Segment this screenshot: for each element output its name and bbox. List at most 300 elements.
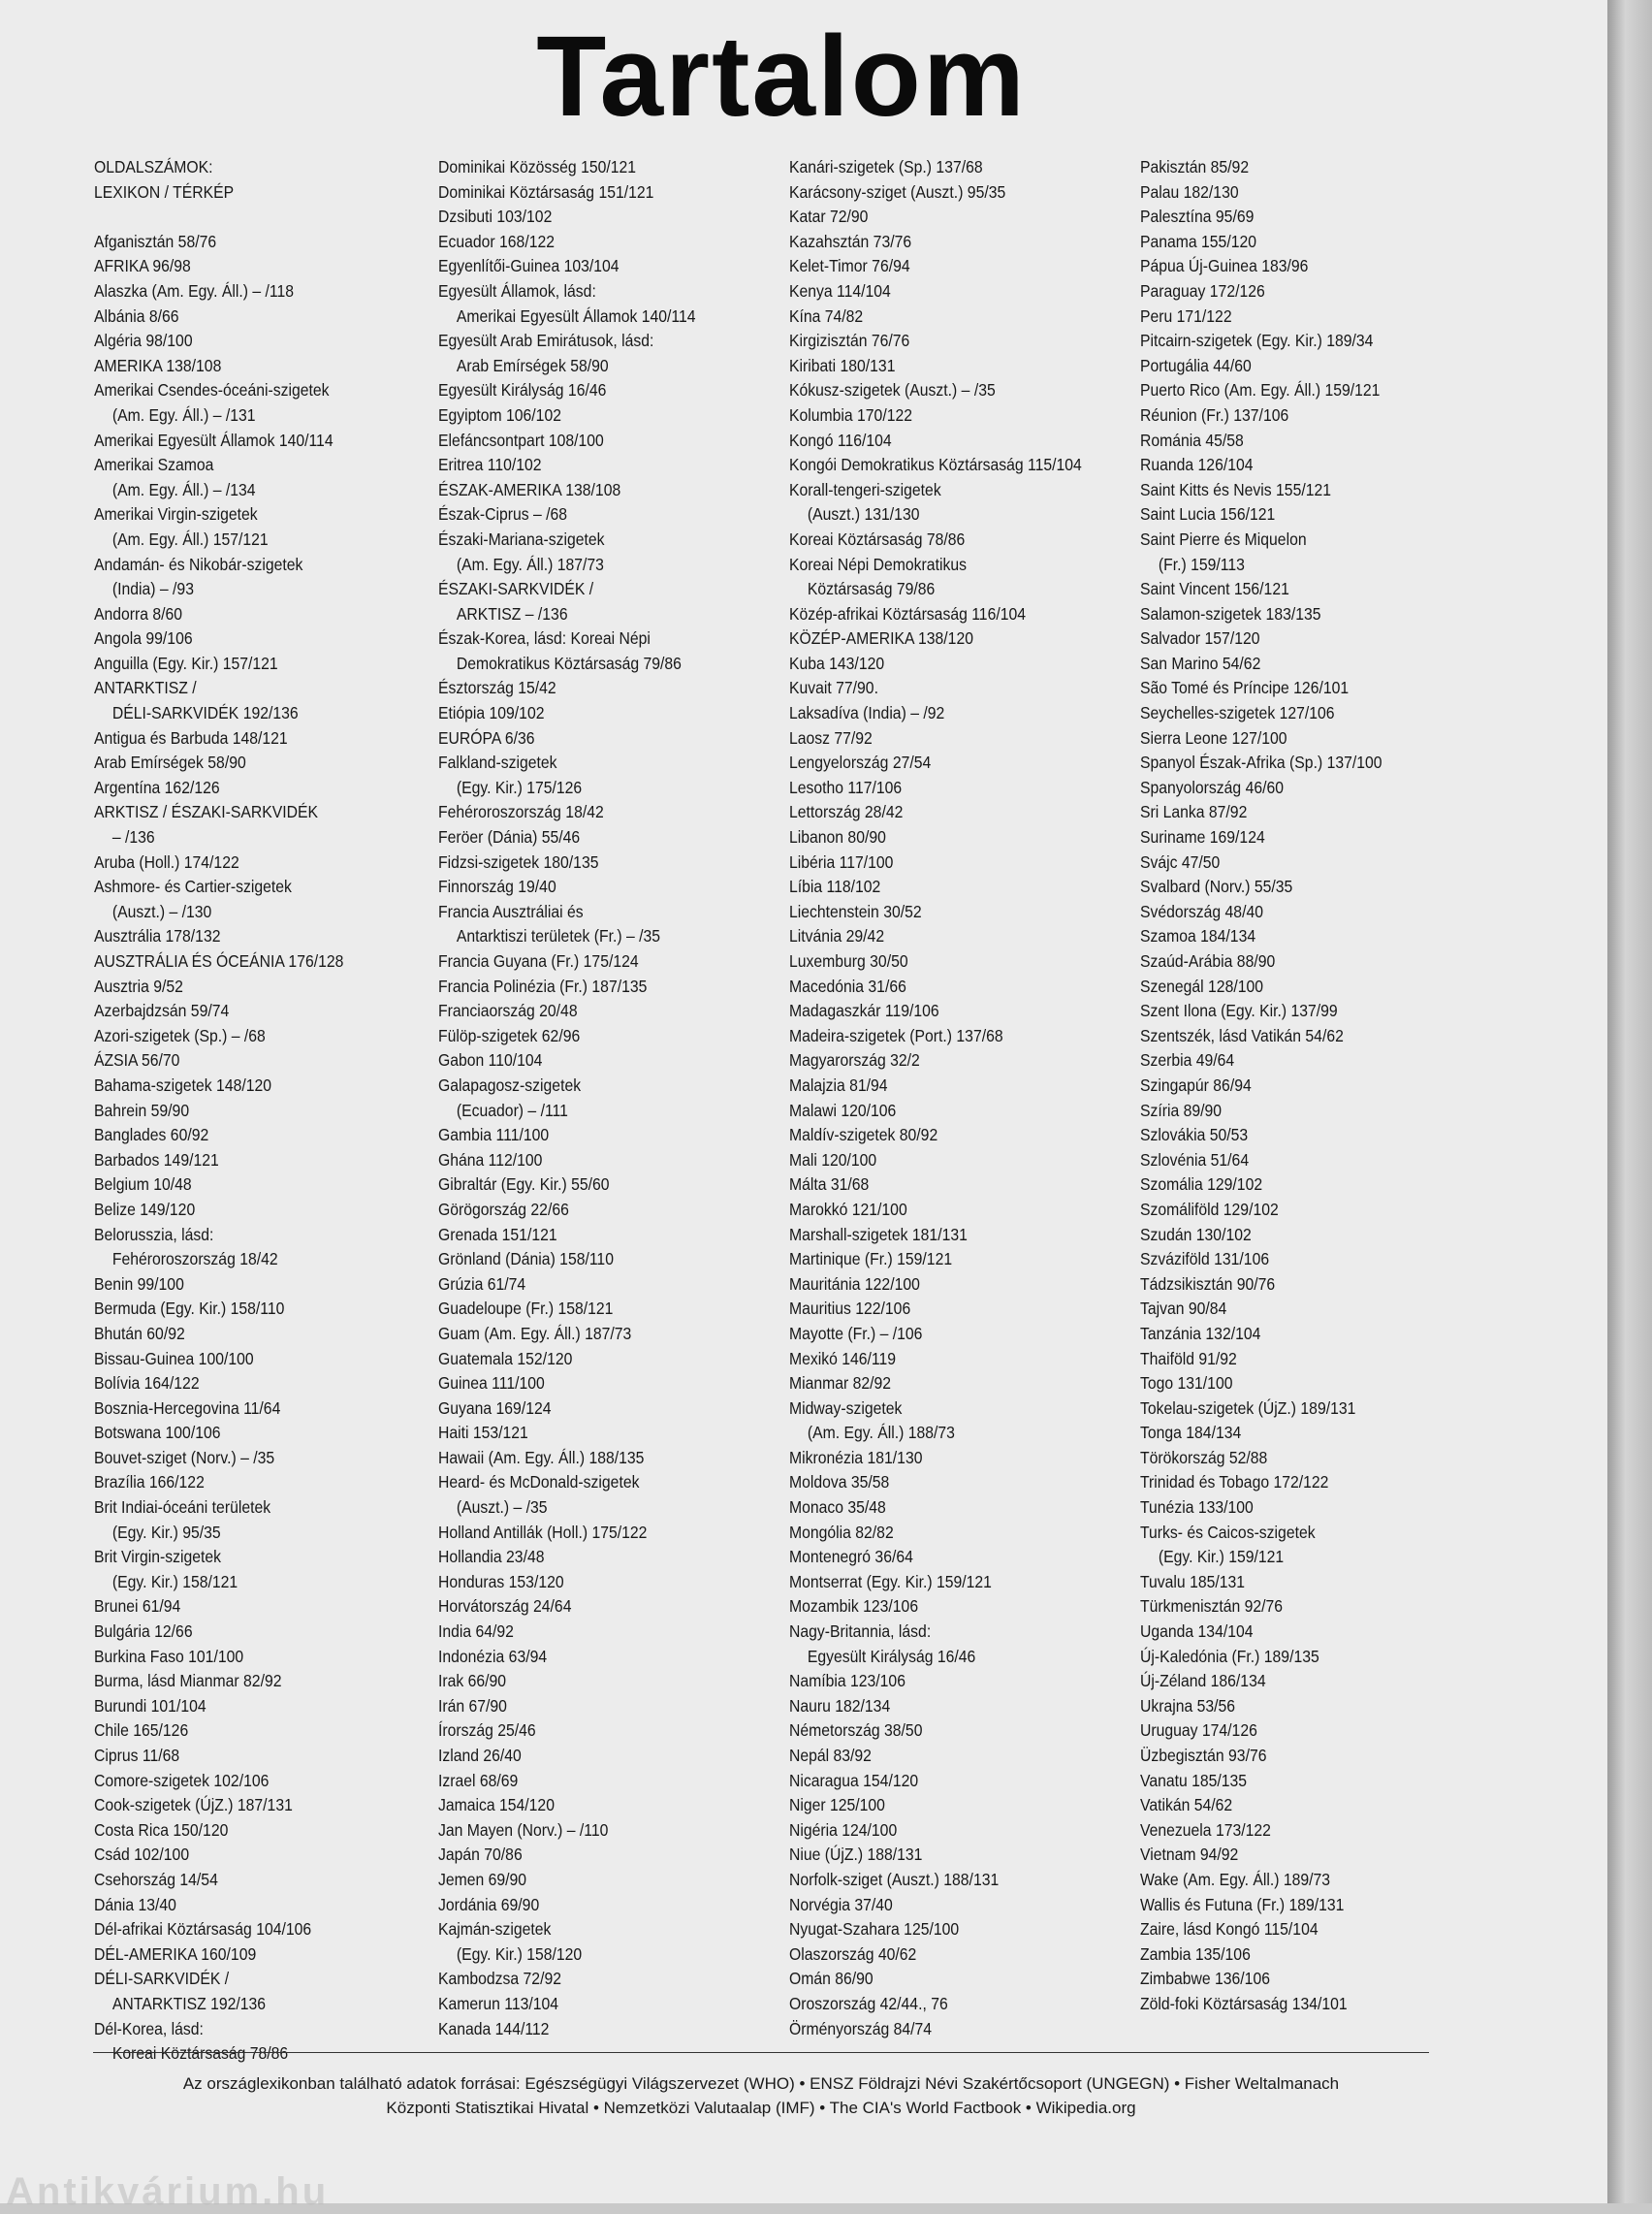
index-entry-continuation: (Egy. Kir.) 175/126: [456, 777, 583, 797]
index-entry: Amerikai Szamoa: [94, 455, 214, 475]
index-entry: Azerbajdzsán 59/74: [94, 1001, 230, 1021]
index-entry: Uganda 134/104: [1140, 1621, 1254, 1642]
index-entry: Zöld-foki Köztársaság 134/101: [1140, 1993, 1348, 2013]
index-entry: Tokelau-szigetek (ÚjZ.) 189/131: [1140, 1397, 1356, 1418]
index-entry: Kongó 116/104: [789, 430, 892, 450]
index-entry: Burkina Faso 101/100: [94, 1646, 244, 1666]
index-entry: EURÓPA 6/36: [438, 727, 535, 748]
index-entry: Egyesült Államok, lásd:: [438, 280, 596, 301]
index-entry: Marshall-szigetek 181/131: [789, 1224, 968, 1244]
index-entry-continuation: (Am. Egy. Áll.) 187/73: [456, 554, 604, 574]
index-entry: Kirgizisztán 76/76: [789, 331, 910, 351]
index-entry: Comore-szigetek 102/106: [94, 1770, 270, 1790]
index-entry: Turks- és Caicos-szigetek: [1140, 1522, 1316, 1542]
index-entry: Vatikán 54/62: [1140, 1795, 1233, 1815]
index-entry: Heard- és McDonald-szigetek: [438, 1472, 640, 1492]
index-entry: Libéria 117/100: [789, 851, 894, 872]
index-entry: Feröer (Dánia) 55/46: [438, 827, 581, 848]
index-entry: Luxemburg 30/50: [789, 951, 908, 971]
index-entry: Kolumbia 170/122: [789, 404, 912, 425]
index-entry: Türkmenisztán 92/76: [1140, 1596, 1284, 1617]
index-entry: Egyenlítői-Guinea 103/104: [438, 256, 620, 276]
index-entry: Szudán 130/102: [1140, 1224, 1252, 1244]
sources-line-1: Az országlexikonban található adatok forrásai: Egészségügyi Világszervezet (WHO) • ENSZ Földrajzi Névi Szakértőcsoport (UNGEGN) • Fisher Weltalmanach: [182, 2074, 1340, 2093]
index-entry-continuation: (Egy. Kir.) 158/121: [111, 1571, 238, 1591]
index-entry: Montserrat (Egy. Kir.) 159/121: [789, 1571, 992, 1591]
index-entry: Spanyol Észak-Afrika (Sp.) 137/100: [1140, 753, 1382, 773]
index-entry: Kiribati 180/131: [789, 355, 896, 375]
index-entry: Monaco 35/48: [789, 1497, 886, 1518]
index-entry: Bhután 60/92: [94, 1323, 185, 1343]
index-entry: Indonézia 63/94: [438, 1646, 548, 1666]
index-entry: Egyesült Királyság 16/46: [438, 380, 607, 401]
index-entry: ÉSZAKI-SARKVIDÉK /: [438, 579, 594, 599]
index-entry: Pápua Új-Guinea 183/96: [1140, 256, 1309, 276]
index-entry: Palesztína 95/69: [1140, 207, 1255, 227]
index-entry: Irak 66/90: [438, 1671, 507, 1691]
index-entry: Karácsony-sziget (Auszt.) 95/35: [789, 181, 1006, 202]
index-entry: Kajmán-szigetek: [438, 1919, 552, 1940]
index-entry: Wallis és Futuna (Fr.) 189/131: [1140, 1894, 1345, 1914]
index-entry: Mali 120/100: [789, 1149, 877, 1170]
index-entry: Fehéroroszország 18/42: [438, 802, 604, 822]
index-entry-continuation: ARKTISZ – /136: [456, 603, 568, 624]
index-entry: Jan Mayen (Norv.) – /110: [438, 1819, 609, 1840]
index-entry: Japán 70/86: [438, 1845, 523, 1865]
index-entry: Niger 125/100: [789, 1795, 885, 1815]
index-entry: Egyesült Arab Emirátusok, lásd:: [438, 331, 654, 351]
index-entry-continuation: (Egy. Kir.) 95/35: [111, 1522, 221, 1542]
index-entry: Fidzsi-szigetek 180/135: [438, 851, 599, 872]
index-entry: Zambia 135/106: [1140, 1943, 1251, 1964]
index-entry: Jordánia 69/90: [438, 1894, 540, 1914]
index-entry: Csehország 14/54: [94, 1869, 218, 1889]
index-entry: Bulgária 12/66: [94, 1621, 193, 1642]
index-entry: Mexikó 146/119: [789, 1348, 897, 1368]
index-entry: Horvátország 24/64: [438, 1596, 572, 1617]
index-column-2: [438, 155, 748, 2041]
index-entry: Szenegál 128/100: [1140, 976, 1263, 996]
index-entry: Jamaica 154/120: [438, 1795, 555, 1815]
index-entry-continuation: – /136: [111, 827, 155, 848]
index-entry: ANTARKTISZ /: [94, 678, 197, 698]
index-entry: Anguilla (Egy. Kir.) 157/121: [94, 653, 278, 673]
index-entry: Szentszék, lásd Vatikán 54/62: [1140, 1025, 1344, 1045]
index-entry: Malawi 120/106: [789, 1100, 897, 1120]
index-entry: Bissau-Guinea 100/100: [94, 1348, 254, 1368]
index-entry: Svalbard (Norv.) 55/35: [1140, 877, 1293, 897]
index-entry: Togo 131/100: [1140, 1373, 1233, 1394]
index-entry-continuation: (Fr.) 159/113: [1158, 554, 1245, 574]
index-entry: Kambodzsa 72/92: [438, 1969, 561, 1989]
index-entry: Saint Vincent 156/121: [1140, 579, 1289, 599]
index-entry: Szomália 129/102: [1140, 1174, 1263, 1195]
index-entry: Izland 26/40: [438, 1746, 522, 1765]
index-entry: Szíria 89/90: [1140, 1100, 1223, 1120]
index-entry: Seychelles-szigetek 127/106: [1140, 703, 1335, 723]
index-entry: Mayotte (Fr.) – /106: [789, 1323, 923, 1343]
index-entry: Grúzia 61/74: [438, 1273, 526, 1294]
index-entry: Paraguay 172/126: [1140, 280, 1265, 301]
index-entry: DÉL-AMERIKA 160/109: [94, 1943, 257, 1964]
index-entry: Moldova 35/58: [789, 1472, 890, 1492]
index-entry: Szomáliföld 129/102: [1140, 1199, 1279, 1219]
index-entry: Elefáncsontpart 108/100: [438, 430, 604, 450]
index-entry: Amerikai Egyesült Államok 140/114: [94, 430, 334, 450]
index-entry: Mauritánia 122/100: [789, 1273, 920, 1294]
index-entry: Omán 86/90: [789, 1969, 874, 1989]
index-entry: Belize 149/120: [94, 1199, 196, 1219]
index-entry: Mikronézia 181/130: [789, 1447, 923, 1467]
index-entry: Örményország 84/74: [789, 2018, 933, 2038]
index-entry: Macedónia 31/66: [789, 976, 906, 996]
index-entry: Mongólia 82/82: [789, 1522, 894, 1542]
index-entry: Burma, lásd Mianmar 82/92: [94, 1671, 282, 1691]
page-title: Tartalom: [536, 13, 1027, 141]
index-entry: Niue (ÚjZ.) 188/131: [789, 1845, 923, 1865]
index-entry: Zaire, lásd Kongó 115/104: [1140, 1919, 1318, 1940]
page-edge-shadow: [1607, 0, 1652, 2203]
index-entry-continuation: (India) – /93: [111, 579, 194, 599]
index-entry: Belgium 10/48: [94, 1174, 192, 1195]
index-entry: Malajzia 81/94: [789, 1075, 888, 1095]
index-entry: Venezuela 173/122: [1140, 1819, 1271, 1840]
index-entry: Holland Antillák (Holl.) 175/122: [438, 1522, 648, 1542]
index-column-4: [1140, 155, 1450, 2017]
index-entry: KÖZÉP-AMERIKA 138/120: [789, 628, 973, 649]
index-entry: Hawaii (Am. Egy. Áll.) 188/135: [438, 1447, 645, 1467]
index-entry: Hollandia 23/48: [438, 1547, 545, 1567]
index-entry: Franciaország 20/48: [438, 1001, 578, 1021]
index-entry: Saint Kitts és Nevis 155/121: [1140, 479, 1331, 499]
index-entry-continuation: (Egy. Kir.) 158/120: [456, 1943, 583, 1964]
index-entry: Guatemala 152/120: [438, 1348, 573, 1368]
index-entry: Tonga 184/134: [1140, 1423, 1242, 1443]
index-entry: Saint Pierre és Miquelon: [1140, 529, 1307, 549]
index-entry: Szerbia 49/64: [1140, 1050, 1235, 1071]
index-entry: Dánia 13/40: [94, 1894, 176, 1914]
index-entry: Madeira-szigetek (Port.) 137/68: [789, 1025, 1003, 1045]
index-entry: Új-Kaledónia (Fr.) 189/135: [1140, 1646, 1319, 1666]
index-entry: Eritrea 110/102: [438, 455, 542, 475]
index-entry: Svédország 48/40: [1140, 901, 1263, 921]
index-entry-continuation: (Auszt.) 131/130: [807, 504, 920, 525]
index-entry: Brunei 61/94: [94, 1596, 181, 1617]
index-entry: Guadeloupe (Fr.) 158/121: [438, 1299, 614, 1319]
index-entry: Haiti 153/121: [438, 1423, 528, 1443]
index-entry: Panama 155/120: [1140, 231, 1256, 251]
index-entry-continuation: Antarktiszi területek (Fr.) – /35: [456, 926, 660, 947]
index-entry: Algéria 98/100: [94, 331, 193, 351]
index-entry: Maldív-szigetek 80/92: [789, 1125, 938, 1145]
index-entry: Grenada 151/121: [438, 1224, 557, 1244]
index-entry: Nagy-Britannia, lásd:: [789, 1621, 932, 1642]
index-entry: Közép-afrikai Köztársaság 116/104: [789, 603, 1026, 624]
index-entry: Salamon-szigetek 183/135: [1140, 603, 1321, 624]
index-column-1: [94, 155, 404, 2067]
index-entry: Észtország 15/42: [438, 678, 556, 698]
index-entry: Cook-szigetek (ÚjZ.) 187/131: [94, 1795, 293, 1815]
index-entry: DÉLI-SARKVIDÉK /: [94, 1969, 230, 1989]
index-entry: Bouvet-sziget (Norv.) – /35: [94, 1447, 275, 1467]
index-entry: LEXIKON / TÉRKÉP: [94, 181, 235, 202]
index-entry: Tádzsikisztán 90/76: [1140, 1273, 1276, 1294]
index-entry-continuation: ANTARKTISZ 192/136: [111, 1993, 267, 2013]
index-entry: Líbia 118/102: [789, 877, 881, 897]
index-entry: Dzsibuti 103/102: [438, 207, 553, 227]
index-entry: Marokkó 121/100: [789, 1199, 907, 1219]
sources-line-2: Központi Statisztikai Hivatal • Nemzetközi Valutaalap (IMF) • The CIA's World Factbook • Wikipedia.org: [386, 2099, 1136, 2117]
index-entry: Arab Emírségek 58/90: [94, 753, 246, 773]
index-entry: Argentína 162/126: [94, 777, 220, 797]
index-entry: Új-Zéland 186/134: [1140, 1671, 1266, 1691]
index-entry: Afganisztán 58/76: [94, 231, 217, 251]
index-entry: Kuvait 77/90.: [789, 678, 878, 698]
index-entry: Guyana 169/124: [438, 1397, 552, 1418]
index-entry: Szingapúr 86/94: [1140, 1075, 1252, 1095]
index-entry: Kuba 143/120: [789, 653, 885, 673]
index-entry: Fülöp-szigetek 62/96: [438, 1025, 581, 1045]
index-entry: Amerikai Virgin-szigetek: [94, 504, 258, 525]
index-entry: Bermuda (Egy. Kir.) 158/110: [94, 1299, 285, 1319]
index-entry: Pitcairn-szigetek (Egy. Kir.) 189/34: [1140, 331, 1374, 351]
index-entry: Bolívia 164/122: [94, 1373, 200, 1394]
index-entry: Kókusz-szigetek (Auszt.) – /35: [789, 380, 996, 401]
index-entry: Banglades 60/92: [94, 1125, 209, 1145]
index-entry: Francia Ausztráliai és: [438, 901, 584, 921]
index-entry: Liechtenstein 30/52: [789, 901, 922, 921]
index-entry: Korall-tengeri-szigetek: [789, 479, 941, 499]
index-entry-continuation: Amerikai Egyesült Államok 140/114: [456, 305, 696, 326]
index-entry: Ukrajna 53/56: [1140, 1695, 1236, 1716]
index-entry: Tuvalu 185/131: [1140, 1571, 1245, 1591]
index-entry: Spanyolország 46/60: [1140, 777, 1284, 797]
index-entry: Etiópia 109/102: [438, 703, 545, 723]
index-entry: Kína 74/82: [789, 305, 864, 326]
index-entry: Ausztria 9/52: [94, 976, 183, 996]
index-entry: Barbados 149/121: [94, 1149, 219, 1170]
index-entry: Vietnam 94/92: [1140, 1845, 1239, 1865]
index-entry: Tunézia 133/100: [1140, 1497, 1254, 1518]
index-entry: Réunion (Fr.) 137/106: [1140, 404, 1289, 425]
index-entry: Bosznia-Hercegovina 11/64: [94, 1397, 281, 1418]
index-entry: Guam (Am. Egy. Áll.) 187/73: [438, 1323, 632, 1343]
index-entry: Lengyelország 27/54: [789, 753, 932, 773]
index-entry: Sierra Leone 127/100: [1140, 727, 1287, 748]
index-entry: Ausztrália 178/132: [94, 926, 221, 947]
index-entry: Pakisztán 85/92: [1140, 157, 1250, 176]
index-entry: Koreai Köztársaság 78/86: [789, 529, 966, 549]
index-entry: Kanári-szigetek (Sp.) 137/68: [789, 157, 983, 176]
index-entry: Libanon 80/90: [789, 827, 886, 848]
index-entry: AFRIKA 96/98: [94, 256, 191, 276]
index-entry: Francia Polinézia (Fr.) 187/135: [438, 976, 648, 996]
index-entry: Németország 38/50: [789, 1720, 923, 1741]
watermark: Antikvárium.hu: [6, 2170, 330, 2213]
index-entry: Kanada 144/112: [438, 2018, 550, 2038]
index-entry: Benin 99/100: [94, 1273, 184, 1294]
index-entry: Aruba (Holl.) 174/122: [94, 851, 239, 872]
index-entry-continuation: Egyesült Királyság 16/46: [807, 1646, 976, 1666]
index-entry: Tanzánia 132/104: [1140, 1323, 1261, 1343]
index-entry: Koreai Népi Demokratikus: [789, 554, 967, 574]
index-entry-continuation: (Auszt.) – /35: [456, 1497, 548, 1518]
index-entry-continuation: Köztársaság 79/86: [807, 579, 936, 599]
index-entry: Kelet-Timor 76/94: [789, 256, 910, 276]
index-entry: Brit Virgin-szigetek: [94, 1547, 222, 1567]
index-entry: Galapagosz-szigetek: [438, 1075, 582, 1095]
index-entry: Montenegró 36/64: [789, 1547, 913, 1567]
index-entry: Martinique (Fr.) 159/121: [789, 1249, 953, 1269]
index-entry-continuation: Fehéroroszország 18/42: [111, 1249, 278, 1269]
index-entry: Ashmore- és Cartier-szigetek: [94, 877, 292, 897]
index-entry: Palau 182/130: [1140, 181, 1239, 202]
index-entry: Laksadíva (India) – /92: [789, 703, 945, 723]
index-entry: Andamán- és Nikobár-szigetek: [94, 554, 303, 574]
index-entry-continuation: (Am. Egy. Áll.) – /134: [111, 479, 256, 499]
sources-footer: [93, 2071, 1429, 2120]
index-entry: Irán 67/90: [438, 1695, 507, 1716]
index-entry: Ghána 112/100: [438, 1149, 543, 1170]
index-entry: Albánia 8/66: [94, 305, 179, 326]
index-entry: Görögország 22/66: [438, 1199, 569, 1219]
index-entry: Antigua és Barbuda 148/121: [94, 727, 288, 748]
index-entry: Salvador 157/120: [1140, 628, 1260, 649]
index-entry: Svájc 47/50: [1140, 851, 1221, 872]
index-entry: Nauru 182/134: [789, 1695, 891, 1716]
index-entry: Szamoa 184/134: [1140, 926, 1256, 947]
index-entry: Szváziföld 131/106: [1140, 1249, 1270, 1269]
index-entry: Gambia 111/100: [438, 1125, 550, 1145]
index-entry: OLDALSZÁMOK:: [94, 157, 213, 176]
index-entry: Olaszország 40/62: [789, 1943, 917, 1964]
index-entry: Szent Ilona (Egy. Kir.) 137/99: [1140, 1001, 1338, 1021]
index-entry: Nigéria 124/100: [789, 1819, 898, 1840]
index-entry-continuation: (Auszt.) – /130: [111, 901, 212, 921]
index-entry: Északi-Mariana-szigetek: [438, 529, 605, 549]
index-entry: Lesotho 117/106: [789, 777, 903, 797]
index-entry: Zimbabwe 136/106: [1140, 1969, 1270, 1989]
index-entry: San Marino 54/62: [1140, 653, 1261, 673]
index-entry: Gabon 110/104: [438, 1050, 543, 1071]
index-entry: AMERIKA 138/108: [94, 355, 222, 375]
index-entry: Bahrein 59/90: [94, 1100, 190, 1120]
index-entry: Laosz 77/92: [789, 727, 873, 748]
index-entry: São Tomé és Príncipe 126/101: [1140, 678, 1350, 698]
index-entry: Gibraltár (Egy. Kir.) 55/60: [438, 1174, 610, 1195]
index-entry: Észak-Ciprus – /68: [438, 504, 568, 525]
index-entry: Csád 102/100: [94, 1845, 190, 1865]
index-entry: Andorra 8/60: [94, 603, 183, 624]
index-entry: Egyiptom 106/102: [438, 404, 561, 425]
index-entry-continuation: Koreai Köztársaság 78/86: [111, 2043, 289, 2064]
index-entry: Szaúd-Arábia 88/90: [1140, 951, 1276, 971]
index-entry: Oroszország 42/44., 76: [789, 1993, 948, 2013]
index-entry: Uruguay 174/126: [1140, 1720, 1257, 1741]
index-entry: Norfolk-sziget (Auszt.) 188/131: [789, 1869, 1000, 1889]
index-entry: Dominikai Köztársaság 151/121: [438, 181, 654, 202]
index-entry: Alaszka (Am. Egy. Áll.) – /118: [94, 280, 295, 301]
index-entry: [94, 205, 404, 230]
index-entry: Grönland (Dánia) 158/110: [438, 1249, 614, 1269]
index-entry: Kongói Demokratikus Köztársaság 115/104: [789, 455, 1082, 475]
index-entry: Lettország 28/42: [789, 802, 904, 822]
index-entry: Litvánia 29/42: [789, 926, 885, 947]
index-entry: Kamerun 113/104: [438, 1993, 559, 2013]
index-entry: Románia 45/58: [1140, 430, 1244, 450]
index-entry: Észak-Korea, lásd: Koreai Népi: [438, 628, 651, 649]
index-entry: Nicaragua 154/120: [789, 1770, 919, 1790]
index-entry: Dominikai Közösség 150/121: [438, 157, 637, 176]
index-entry: Dél-afrikai Köztársaság 104/106: [94, 1919, 312, 1940]
index-entry: Dél-Korea, lásd:: [94, 2018, 204, 2038]
index-entry: Guinea 111/100: [438, 1373, 545, 1394]
index-entry: Ciprus 11/68: [94, 1746, 180, 1765]
index-entry: Brit Indiai-óceáni területek: [94, 1497, 271, 1518]
index-entry: Nepál 83/92: [789, 1746, 872, 1765]
index-entry-continuation: Demokratikus Köztársaság 79/86: [456, 653, 682, 673]
index-entry: Trinidad és Tobago 172/122: [1140, 1472, 1329, 1492]
index-entry: Málta 31/68: [789, 1174, 870, 1195]
index-entry: Izrael 68/69: [438, 1770, 519, 1790]
index-entry: Ruanda 126/104: [1140, 455, 1254, 475]
index-entry: Sri Lanka 87/92: [1140, 802, 1248, 822]
index-entry: Portugália 44/60: [1140, 355, 1252, 375]
index-entry: Katar 72/90: [789, 207, 869, 227]
index-entry: Ecuador 168/122: [438, 231, 555, 251]
index-entry: Nyugat-Szahara 125/100: [789, 1919, 960, 1940]
index-entry-continuation: (Am. Egy. Áll.) – /131: [111, 404, 256, 425]
index-entry: Törökország 52/88: [1140, 1447, 1268, 1467]
index-entry: Wake (Am. Egy. Áll.) 189/73: [1140, 1869, 1331, 1889]
index-entry: Peru 171/122: [1140, 305, 1232, 326]
index-entry: Norvégia 37/40: [789, 1894, 893, 1914]
index-entry: Kazahsztán 73/76: [789, 231, 912, 251]
index-entry: Írország 25/46: [438, 1720, 536, 1741]
index-entry: Botswana 100/106: [94, 1423, 221, 1443]
index-entry: Angola 99/106: [94, 628, 193, 649]
index-entry: Jemen 69/90: [438, 1869, 527, 1889]
index-entry-continuation: (Egy. Kir.) 159/121: [1158, 1547, 1285, 1567]
index-entry: Belorusszia, lásd:: [94, 1224, 214, 1244]
index-entry: Mozambik 123/106: [789, 1596, 919, 1617]
index-entry: Midway-szigetek: [789, 1397, 903, 1418]
index-entry: Brazília 166/122: [94, 1472, 205, 1492]
index-entry: Madagaszkár 119/106: [789, 1001, 939, 1021]
footer-divider: [93, 2052, 1429, 2053]
index-entry: India 64/92: [438, 1621, 514, 1642]
index-entry: Mauritius 122/106: [789, 1299, 911, 1319]
index-entry: Thaiföld 91/92: [1140, 1348, 1237, 1368]
index-entry: Suriname 169/124: [1140, 827, 1265, 848]
index-entry: Magyarország 32/2: [789, 1050, 920, 1071]
index-entry: Tajvan 90/84: [1140, 1299, 1227, 1319]
index-entry: ARKTISZ / ÉSZAKI-SARKVIDÉK: [94, 802, 319, 822]
index-entry: ÉSZAK-AMERIKA 138/108: [438, 479, 621, 499]
index-entry: Finnország 19/40: [438, 877, 556, 897]
index-entry: Francia Guyana (Fr.) 175/124: [438, 951, 639, 971]
index-entry-continuation: DÉLI-SARKVIDÉK 192/136: [111, 703, 299, 723]
index-entry: ÁZSIA 56/70: [94, 1050, 180, 1071]
index-entry-continuation: (Ecuador) – /111: [456, 1100, 568, 1120]
index-entry: Szlovákia 50/53: [1140, 1125, 1249, 1145]
index-entry: Szlovénia 51/64: [1140, 1149, 1250, 1170]
index-entry: Azori-szigetek (Sp.) – /68: [94, 1025, 266, 1045]
index-entry: Namíbia 123/106: [789, 1671, 905, 1691]
index-entry: AUSZTRÁLIA ÉS ÓCEÁNIA 176/128: [94, 951, 344, 971]
index-entry: Saint Lucia 156/121: [1140, 504, 1276, 525]
index-entry: Mianmar 82/92: [789, 1373, 892, 1394]
